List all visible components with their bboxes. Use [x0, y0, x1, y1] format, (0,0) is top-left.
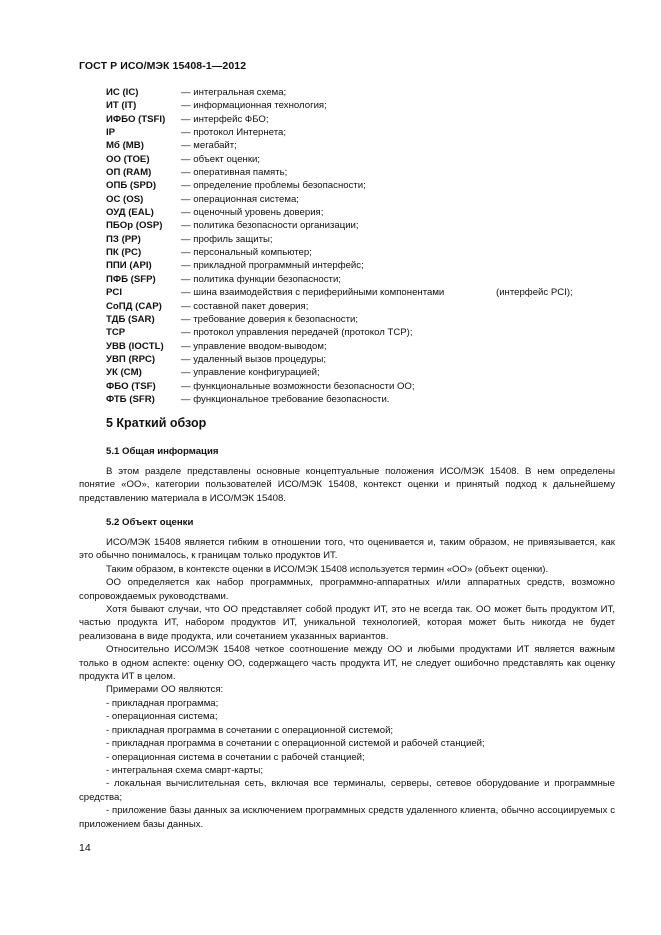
paragraph-text: Таким образом, в контексте оценки в ИСО/МЭК 15408 используется термин «ОО» (объект оценки).	[106, 563, 549, 575]
page-number: 14	[79, 842, 91, 854]
abbreviation-row	[106, 99, 626, 112]
abbreviation-term: ФТБ (SFR)	[106, 393, 155, 405]
abbreviation-row	[106, 153, 626, 166]
abbreviation-row	[106, 219, 626, 232]
abbreviation-definition: — определение проблемы безопасности;	[181, 180, 366, 192]
abbreviation-term: ОПБ (SPD)	[106, 180, 157, 192]
abbreviation-definition: — протокол Интернета;	[181, 127, 286, 139]
abbreviation-row	[106, 340, 626, 353]
paragraph-5-1	[79, 465, 615, 505]
abbreviation-definition: — интерфейс ФБО;	[181, 113, 269, 125]
abbreviation-row	[106, 193, 626, 206]
abbreviation-definition: — политика безопасности организации;	[181, 220, 359, 232]
abbreviation-term: IP	[106, 127, 116, 139]
paragraph-text: - прикладная программа;	[106, 697, 219, 709]
paragraph-text: - приложение базы данных за исключением программных средств удаленного клиента, обычно ассоциируемых с приложением базы данных.	[79, 805, 615, 830]
abbreviation-term: TCP	[106, 327, 126, 339]
abbreviation-definition: — удаленный вызов процедуры;	[181, 353, 327, 365]
abbreviation-definition: — информационная технология;	[181, 100, 327, 112]
abbreviation-definition: — оценочный уровень доверия;	[181, 207, 324, 219]
paragraph-text: В этом разделе представлены основные концептуальные положения ИСО/МЭК 15408. В нем определены понятие «ОО», категории пользователей ИСО/МЭК 15408, контекст оценки и принятый подход к дальнейшему представлению материала в ИСО/МЭК 15408.	[79, 466, 615, 504]
paragraph-text: - прикладная программа в сочетании с операционной системой;	[106, 724, 394, 736]
abbreviation-term: ОС (OS)	[106, 193, 144, 205]
paragraph-text: - локальная вычислительная сеть, включая все терминалы, серверы, сетевое оборудование и программные средства;	[79, 778, 615, 803]
abbreviation-row	[106, 113, 626, 126]
paragraph-text: - интегральная схема смарт-карты;	[106, 764, 264, 776]
paragraph-text: - операционная система в сочетании с рабочей станцией;	[106, 751, 365, 763]
abbreviation-row	[106, 286, 626, 299]
abbreviation-row	[106, 380, 626, 393]
abbreviation-term: ИТ (IT)	[106, 100, 137, 112]
abbreviation-row	[106, 166, 626, 179]
abbreviation-term: ПФБ (SFP)	[106, 273, 156, 285]
document-header: ГОСТ Р ИСО/МЭК 15408-1—2012	[79, 60, 247, 72]
abbreviation-row	[106, 300, 626, 313]
abbreviation-row	[106, 233, 626, 246]
abbreviation-definition: — шина взаимодействия с периферийными компонентами	[181, 287, 445, 299]
abbreviation-definition: — операционная система;	[181, 193, 299, 205]
abbreviation-term: ППИ (API)	[106, 260, 152, 272]
abbreviation-row	[106, 273, 626, 286]
abbreviation-definition: — составной пакет доверия;	[181, 300, 309, 312]
abbreviation-definition: — оперативная память;	[181, 167, 288, 179]
abbreviation-row	[106, 326, 626, 339]
abbreviation-term: УК (CM)	[106, 367, 142, 379]
abbreviation-term: ТДБ (SAR)	[106, 313, 155, 325]
abbreviation-definition: — функциональное требование безопасности.	[181, 393, 390, 405]
abbreviation-term: ОП (RAM)	[106, 167, 152, 179]
abbreviation-definition: — протокол управления передачей (протокол TCP);	[181, 327, 413, 339]
paragraph-text: Хотя бывают случаи, что ОО представляет собой продукт ИТ, это не всегда так. ОО может быть продуктом ИТ, частью продукта ИТ, набором продуктов ИТ, уникальной технологией, которая может быть никогда не будет реализована в виде продукта, или сочетанием указанных вариантов.	[79, 604, 615, 642]
abbreviation-row	[106, 259, 626, 272]
section-title: 5 Краткий обзор	[106, 416, 207, 430]
abbreviation-term: ОО (TOE)	[106, 153, 150, 165]
paragraph-text: - прикладная программа в сочетании с операционной системой и рабочей станцией;	[106, 738, 485, 750]
abbreviation-definition: — управление конфигурацией;	[181, 367, 320, 379]
abbreviation-extra: (интерфейс PCI);	[496, 287, 573, 299]
abbreviation-definition: — требование доверия к безопасности;	[181, 313, 359, 325]
abbreviation-term: ИФБО (TSFI)	[106, 113, 166, 125]
abbreviation-term: ПЗ (PP)	[106, 233, 141, 245]
paragraph-text: Примерами ОО являются:	[106, 684, 224, 696]
abbreviation-definition: — мегабайт;	[181, 140, 237, 152]
abbreviation-definition: — прикладной программный интерфейс;	[181, 260, 364, 272]
subsection-title-5-1: 5.1 Общая информация	[106, 446, 219, 457]
abbreviation-row	[106, 366, 626, 379]
abbreviation-definition: — управление вводом-выводом;	[181, 340, 327, 352]
abbreviation-definition: — объект оценки;	[181, 153, 261, 165]
abbreviation-row	[106, 353, 626, 366]
abbreviation-term: УВП (RPC)	[106, 353, 156, 365]
abbreviation-definition: — интегральная схема;	[181, 87, 287, 98]
abbreviation-term: Мб (MB)	[106, 140, 144, 152]
abbreviation-definition: — функциональные возможности безопасности ОО;	[181, 380, 415, 392]
abbreviation-definition: — профиль защиты;	[181, 233, 273, 245]
abbreviation-term: ПК (PC)	[106, 247, 142, 259]
abbreviation-row	[106, 206, 626, 219]
paragraphs-5-2	[79, 536, 615, 831]
paragraph-text: ОО определяется как набор программных, программно-аппаратных и/или аппаратных средств, возможно сопровождаемых руководствами.	[79, 577, 615, 602]
abbreviation-term: УВВ (IOCTL)	[106, 340, 164, 352]
abbreviation-row	[106, 313, 626, 326]
abbreviation-list	[106, 86, 626, 406]
abbreviation-term: ИС (IC)	[106, 87, 139, 98]
abbreviation-row	[106, 86, 626, 99]
abbreviation-term: ФБО (TSF)	[106, 380, 156, 392]
paragraph-text: Относительно ИСО/МЭК 15408 четкое соотношение между ОО и любыми продуктами ИТ является важным только в одном аспекте: оценку ОО, содержащего часть продукта ИТ, не следует ошибочно представлять как оценку продукта ИТ в целом.	[79, 644, 615, 683]
abbreviation-row	[106, 179, 626, 192]
abbreviation-row	[106, 126, 626, 139]
abbreviation-definition: — персональный компьютер;	[181, 247, 312, 259]
subsection-title-5-2: 5.2 Объект оценки	[106, 517, 194, 528]
abbreviation-definition: — политика функции безопасности;	[181, 273, 341, 285]
abbreviation-row	[106, 246, 626, 259]
paragraph-text: ИСО/МЭК 15408 является гибким в отношении того, что оценивается и, таким образом, не привязывается, как это обычно понималось, к границам только продуктов ИТ.	[79, 537, 615, 562]
abbreviation-term: СоПД (CAP)	[106, 300, 162, 312]
abbreviation-term: PCI	[106, 287, 122, 299]
abbreviation-term: ПБОр (OSP)	[106, 220, 163, 232]
abbreviation-term: ОУД (EAL)	[106, 207, 154, 219]
paragraph-text: - операционная система;	[106, 711, 218, 723]
abbreviation-row	[106, 139, 626, 152]
abbreviation-row	[106, 393, 626, 406]
